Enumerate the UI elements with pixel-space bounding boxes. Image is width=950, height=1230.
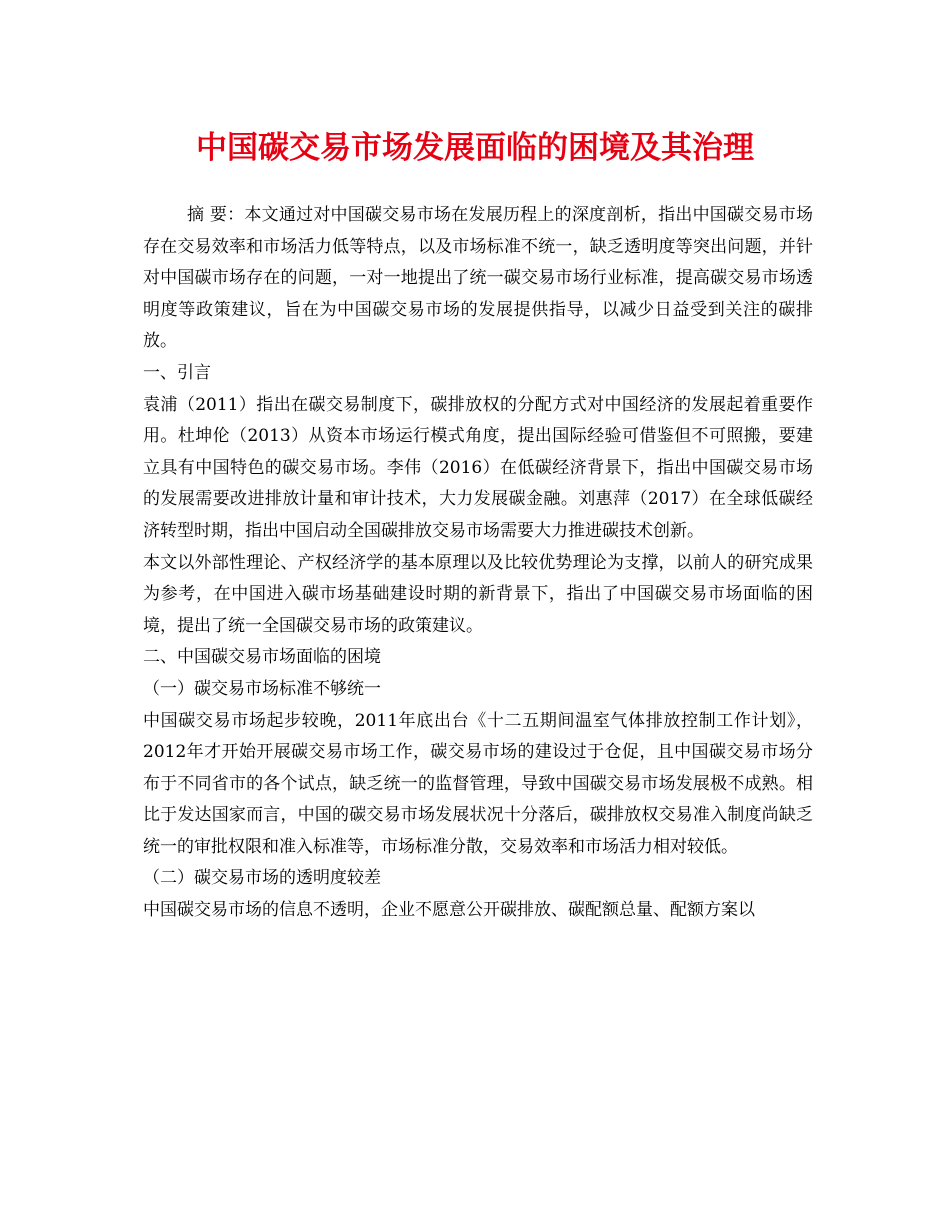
subsection-heading-transparency: （二）碳交易市场的透明度较差 <box>143 868 381 889</box>
introduction-paragraph-1: 袁浦（2011）指出在碳交易制度下，碳排放权的分配方式对中国经济的发展起着重要作用。杜坤伦（2013）从资本市场运行模式角度，提出国际经验可借鉴但不可照搬，要建立具有中国特色的碳交易市场。李伟（2016）在低碳经济背景下，指出中国碳交易市场的发展需要改进排放计量和审计技术，大力发展碳金融。刘惠萍（2017）在全球低碳经济转型时期，指出中国启动全国碳排放交易市场需要大力推进碳技术创新。 <box>143 394 813 541</box>
abstract-paragraph: 摘 要：本文通过对中国碳交易市场在发展历程上的深度剖析，指出中国碳交易市场存在交易效率和市场活力低等特点，以及市场标准不统一，缺乏透明度等突出问题，并针对中国碳市场存在的问题，一对一地提出了统一碳交易市场行业标准，提高碳交易市场透明度等政策建议，旨在为中国碳交易市场的发展提供指导，以减少日益受到关注的碳排放。 <box>143 205 813 352</box>
subsection-heading-standards: （一）碳交易市场标准不够统一 <box>143 678 381 699</box>
section-heading-introduction: 一、引言 <box>143 362 211 383</box>
introduction-paragraph-2: 本文以外部性理论、产权经济学的基本原理以及比较优势理论为支撑，以前人的研究成果为参考，在中国进入碳市场基础建设时期的新背景下，指出了中国碳交易市场面临的困境，提出了统一全国碳交易市场的政策建议。 <box>143 552 813 636</box>
section-heading-difficulties: 二、中国碳交易市场面临的困境 <box>143 647 381 668</box>
transparency-paragraph: 中国碳交易市场的信息不透明，企业不愿意公开碳排放、碳配额总量、配额方案以 <box>143 900 755 921</box>
standards-paragraph: 中国碳交易市场起步较晚，2011年底出台《十二五期间温室气体排放控制工作计划》，2012年才开始开展碳交易市场工作，碳交易市场的建设过于仓促，且中国碳交易市场分布于不同省市的各个试点，缺乏统一的监督管理，导致中国碳交易市场发展极不成熟。相比于发达国家而言，中国的碳交易市场发展状况十分落后，碳排放权交易准入制度尚缺乏统一的审批权限和准入标准等，市场标准分散，交易效率和市场活力相对较低。 <box>143 710 813 857</box>
document-title: 中国碳交易市场发展面临的困境及其治理 <box>196 130 754 166</box>
document-body <box>143 200 813 927</box>
